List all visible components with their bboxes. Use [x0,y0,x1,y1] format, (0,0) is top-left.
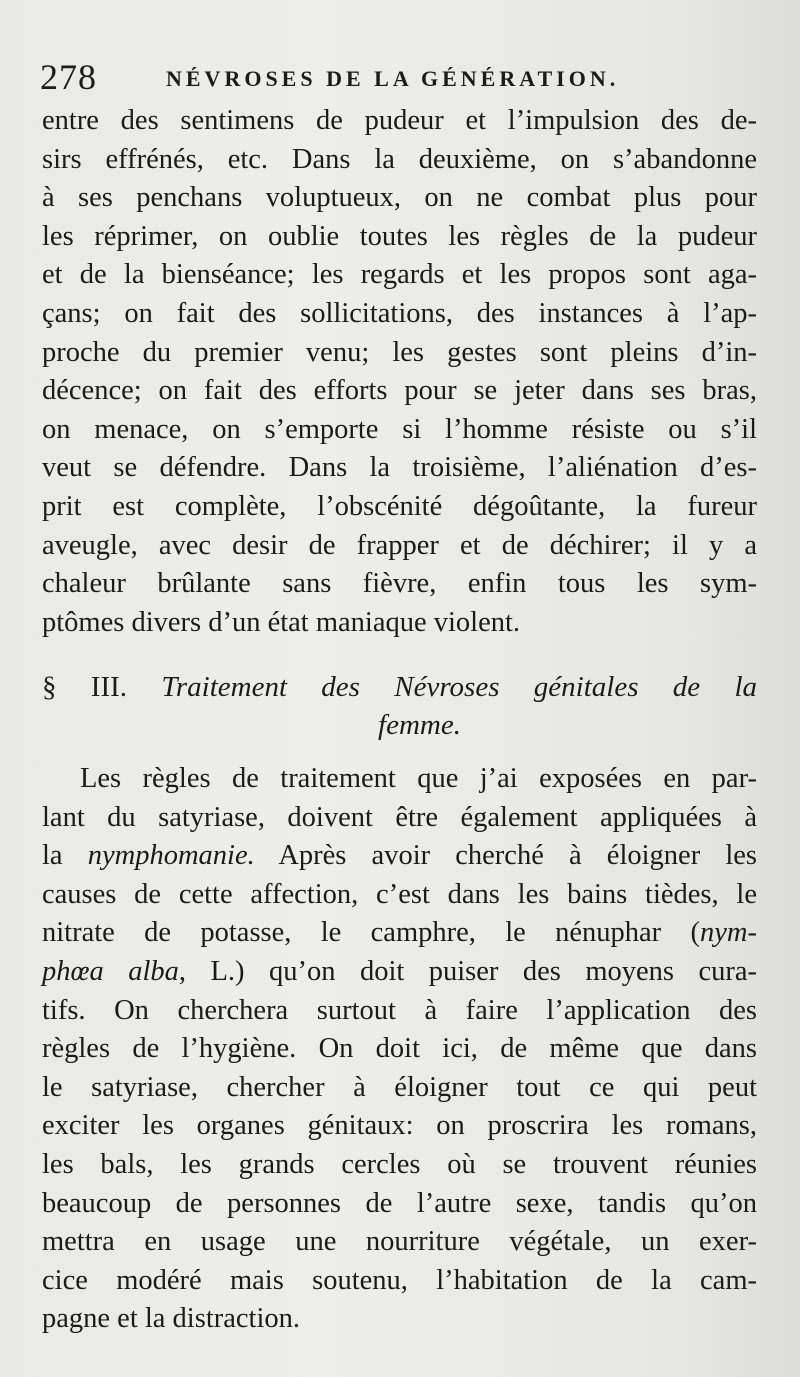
section-title: Traitement des Névroses génitales de la [161,671,757,703]
text-line: Les règles de traitement que j’ai exposées en par- [80,763,757,794]
section-heading-line1 [42,668,757,706]
text-line: cice modéré mais soutenu, l’habitation de la cam- [42,1264,757,1296]
text-line: les bals, les grands cercles où se trouvent réunies [42,1148,757,1180]
text-line: tifs. On cherchera surtout à faire l’application des [42,994,757,1026]
paragraph-symptoms [42,102,757,642]
text-line [42,914,757,953]
section-heading [42,668,757,744]
text-line: entre des sentimens de pudeur et l’impulsion des de- [42,105,757,136]
text-line: les réprimer, on oublie toutes les règles de la pudeur [42,220,757,252]
paragraph-treatment [42,760,757,1339]
text-line: le satyriase, chercher à éloigner tout ce qui peut [42,1071,757,1103]
text-line: sirs effrénés, etc. Dans la deuxième, on s’abandonne [42,143,757,175]
italic-term: phœa alba [42,955,179,987]
text-line: pagne et la distraction. [42,1303,300,1335]
text-line: lant du satyriase, doivent être également appliquées à [42,801,757,833]
text-line: proche du premier venu; les gestes sont pleins d’in- [42,336,757,368]
text-line [42,953,757,992]
text-segment: , L.) qu’on doit puiser des moyens cura- [178,955,757,987]
running-title: NÉVROSES DE LA GÉNÉRATION. [166,66,620,91]
text-line: beaucoup de personnes de l’autre sexe, tandis qu’on [42,1187,757,1219]
text-line: règles de l’hygiène. On doit ici, de même que dans [42,1033,757,1065]
page-number: 278 [40,57,97,97]
text-segment: Après avoir cherché à éloigner les [254,840,757,872]
text-segment: nitrate de potasse, le camphre, le nénuphar ( [42,917,701,949]
text-line: prit est complète, l’obscénité dégoûtante, la fureur [42,490,757,522]
text-line: aveugle, avec desir de frapper et de déchirer; il y a [42,529,757,561]
page-header [40,56,740,100]
text-line: veut se défendre. Dans la troisième, l’aliénation d’es- [42,452,757,484]
text-line: et de la bienséance; les regards et les propos sont aga- [42,259,757,291]
text-segment: la [42,840,88,872]
italic-term: nym- [700,917,757,949]
text-line: mettra en usage une nourriture végétale, un exer- [42,1226,757,1258]
text-line [42,837,757,876]
text-line: à ses penchans voluptueux, on ne combat plus pour [42,182,757,214]
text-line: on menace, on s’emporte si l’homme résiste ou s’il [42,413,757,445]
italic-term: nymphomanie. [87,840,255,872]
section-title-continued: femme. [378,709,461,741]
section-number: § III. [42,671,128,703]
text-line: causes de cette affection, c’est dans les bains tièdes, le [42,878,757,910]
text-line: chaleur brûlante sans fièvre, enfin tous les sym- [42,568,757,600]
text-line: çans; on fait des sollicitations, des instances à l’ap- [42,297,757,329]
text-line: exciter les organes génitaux: on proscrira les romans, [42,1110,757,1142]
text-line: ptômes divers d’un état maniaque violent. [42,606,521,638]
text-line: décence; on fait des efforts pour se jeter dans ses bras, [42,375,757,407]
